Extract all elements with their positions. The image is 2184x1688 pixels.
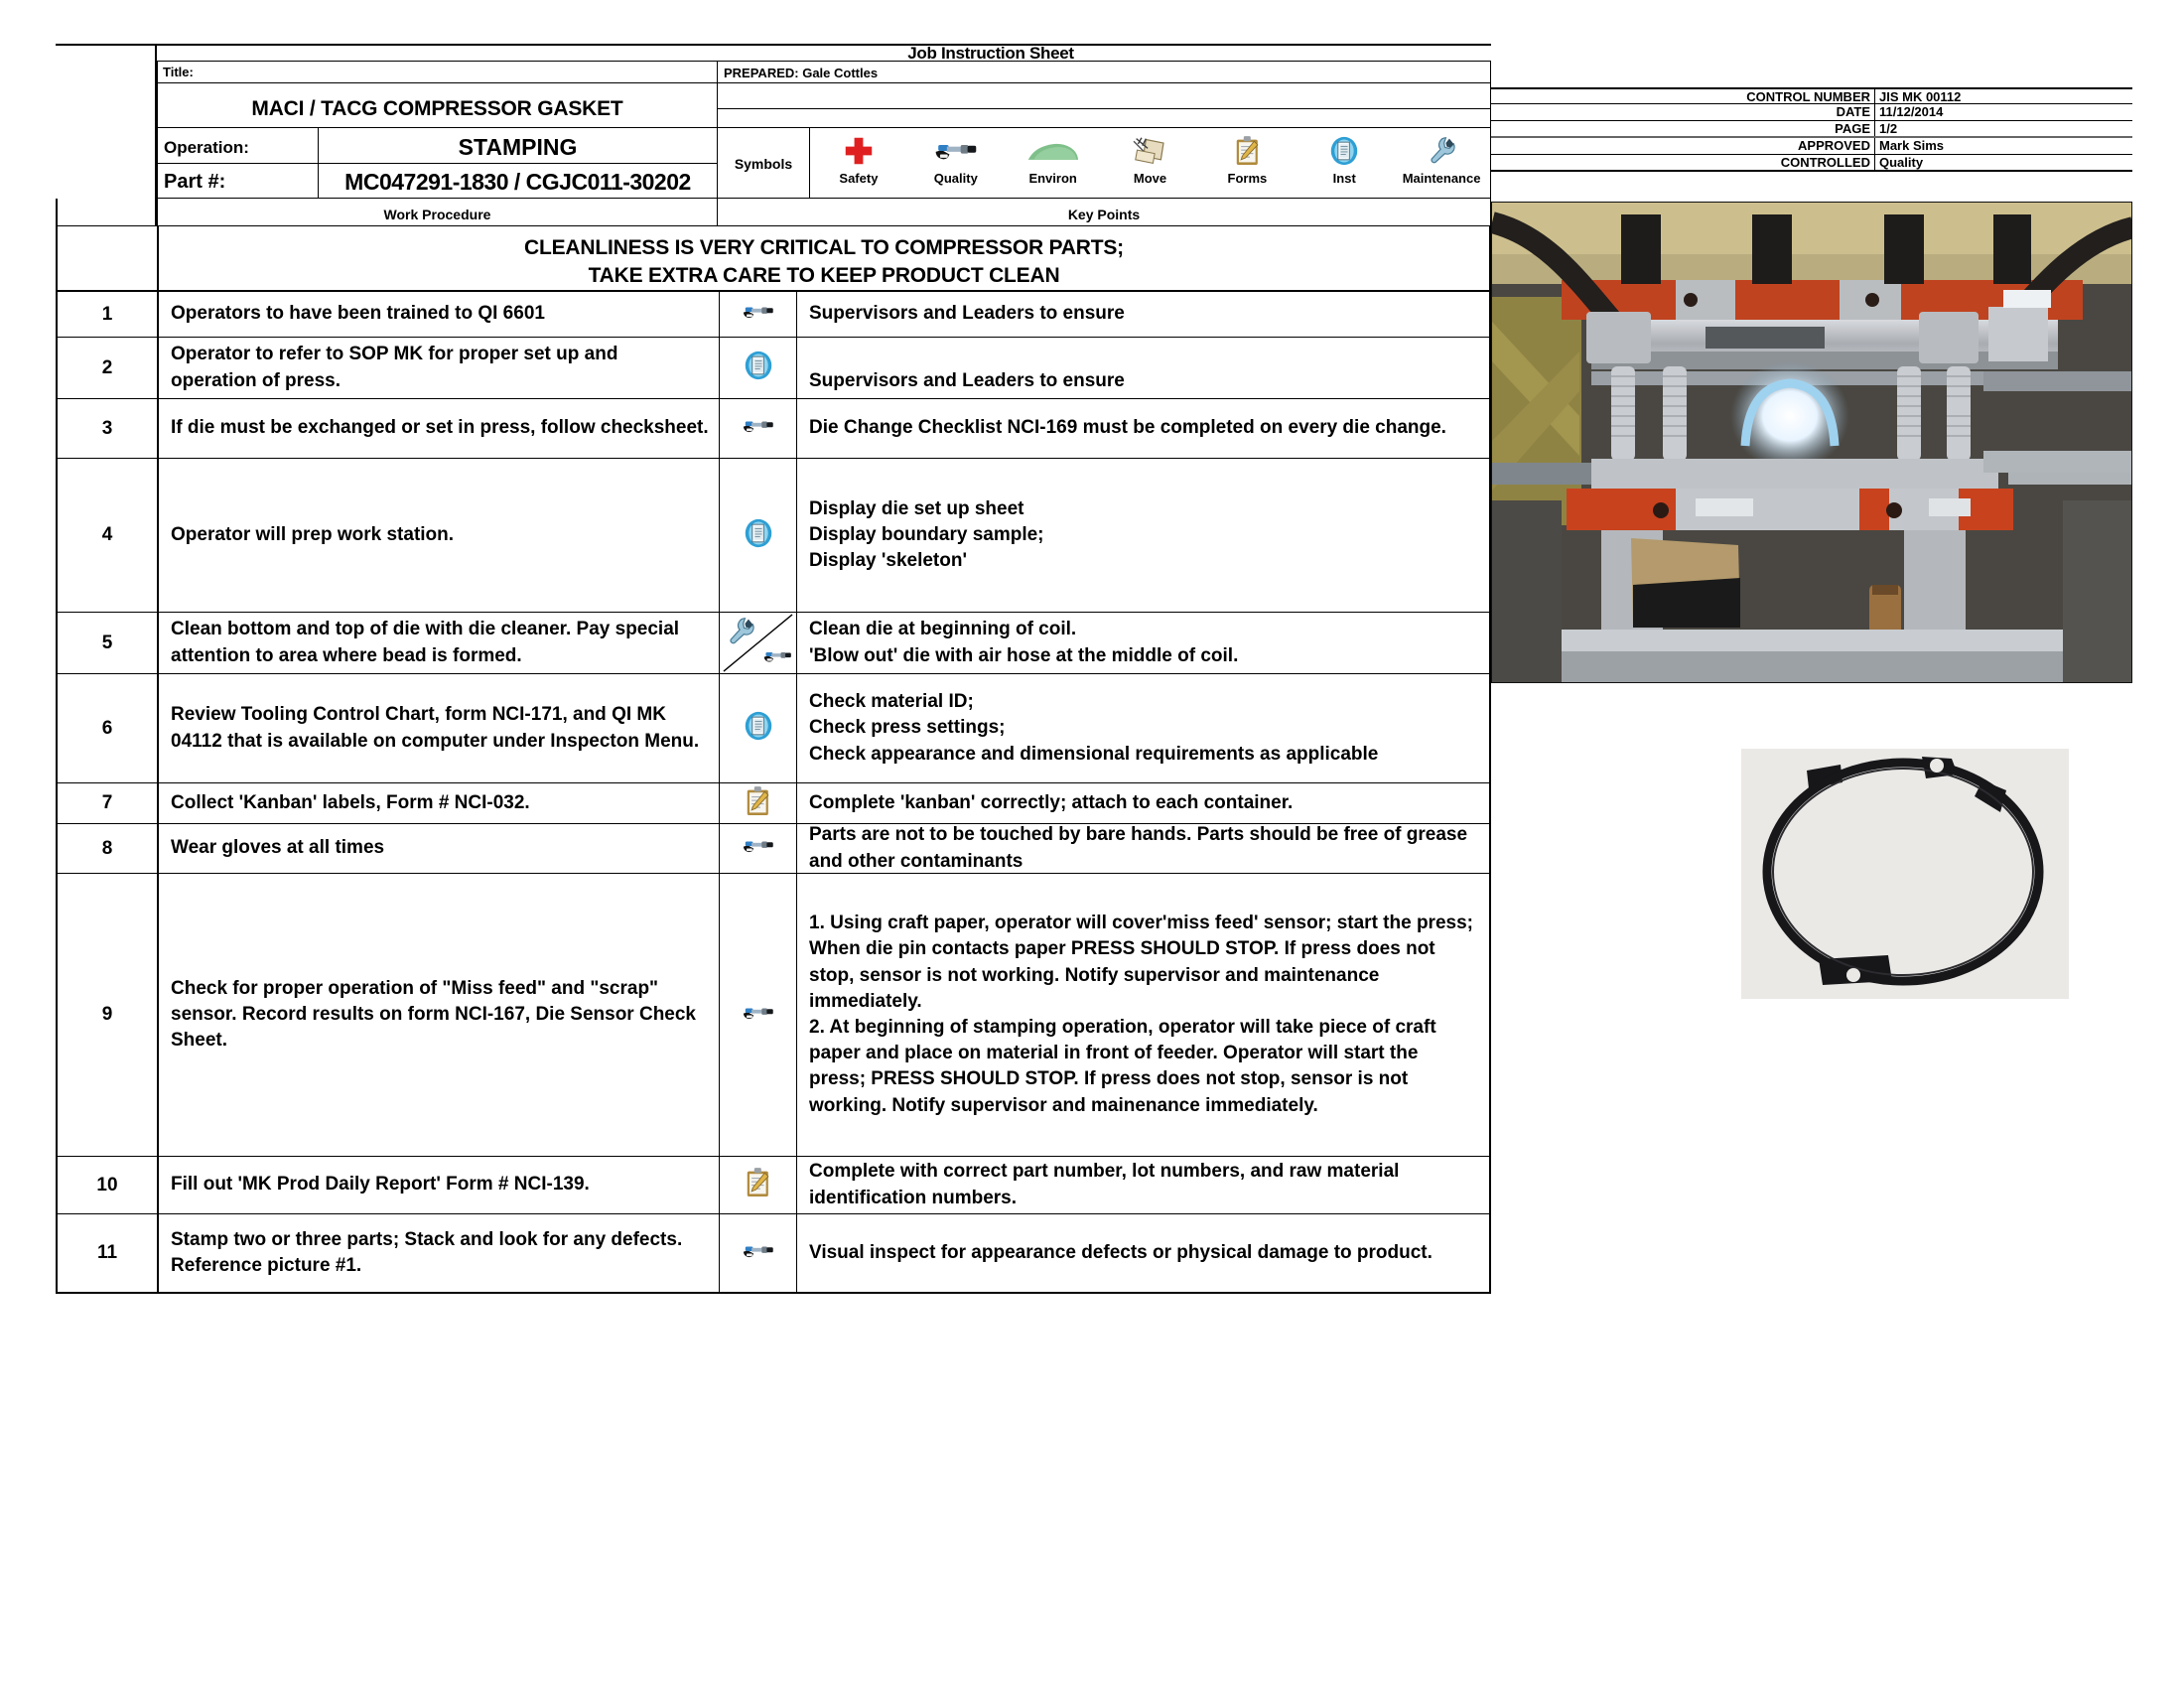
operation-label: Operation: <box>164 138 249 157</box>
step-key-points <box>797 783 1489 823</box>
symbols-list <box>810 128 1490 198</box>
step-key-points <box>797 824 1489 873</box>
step-symbol-cell <box>720 874 797 1156</box>
step-work-procedure: Operators to have been trained to QI 6601 <box>159 292 720 337</box>
control-value: 11/12/2014 <box>1874 104 2132 120</box>
step-number: 2 <box>58 338 159 398</box>
symbol-forms <box>1198 128 1296 198</box>
step-number: 3 <box>58 399 159 458</box>
step-row <box>58 613 1489 674</box>
symbol-caption: Move <box>1133 171 1167 186</box>
doc-title: Job Instruction Sheet <box>907 44 1074 63</box>
key-point-line: Display die set up sheet <box>809 497 1024 519</box>
step-row <box>58 338 1489 399</box>
step-row <box>58 874 1489 1157</box>
step-number: 5 <box>58 613 159 673</box>
step-number: 1 <box>58 292 159 337</box>
step-work-procedure: If die must be exchanged or set in press, follow checksheet. <box>159 399 720 458</box>
micrometer-icon <box>742 301 774 328</box>
clipboard-icon <box>746 1168 770 1202</box>
micrometer-icon <box>742 1240 774 1267</box>
symbol-caption: Inst <box>1332 171 1356 186</box>
step-work-procedure: Collect 'Kanban' labels, Form # NCI-032. <box>159 783 720 823</box>
step-number: 6 <box>58 674 159 782</box>
work-procedure-column-header <box>157 199 718 226</box>
step-key-points <box>797 399 1489 458</box>
step-work-procedure: Clean bottom and top of die with die cleaner. Pay special attention to area where bead is formed. <box>159 613 720 673</box>
step-key-points <box>797 1214 1489 1292</box>
step-number-column-header <box>56 199 157 226</box>
symbol-inst <box>1296 128 1393 198</box>
title-value-cell <box>157 83 718 128</box>
title-label-cell <box>157 62 718 83</box>
step-work-procedure: Stamp two or three parts; Stack and look for any defects. Reference picture #1. <box>159 1214 720 1292</box>
key-point-line: Die Change Checklist NCI-169 must be completed on every die change. <box>809 417 1446 439</box>
cleanliness-banner <box>56 226 1491 292</box>
banner-line-1: CLEANLINESS IS VERY CRITICAL TO COMPRESSOR PARTS; <box>524 236 1124 259</box>
key-point-line: 'Blow out' die with air hose at the middle of coil. <box>809 644 1239 666</box>
prepared-by-text: PREPARED: Gale Cottles <box>724 66 879 80</box>
step-work-procedure: Check for proper operation of "Miss feed" and "scrap" sensor. Record results on form NCI-167, Die Sensor Check Sheet. <box>159 874 720 1156</box>
part-number-value: MC047291-1830 / CGJC011-30202 <box>344 169 691 195</box>
symbol-environ <box>1005 128 1102 198</box>
step-row <box>58 1157 1489 1214</box>
step-key-points <box>797 613 1489 673</box>
symbol-caption: Maintenance <box>1402 171 1481 186</box>
step-key-points <box>797 459 1489 612</box>
compressor-gasket-image <box>1741 749 2069 999</box>
step-work-procedure: Operator will prep work station. <box>159 459 720 612</box>
step-symbol-cell <box>720 783 797 823</box>
step-key-points <box>797 874 1489 1156</box>
control-label: APPROVED <box>1798 138 1870 153</box>
symbol-move <box>1102 128 1199 198</box>
compressor-gasket-photo <box>1741 749 2069 999</box>
hand-truck-icon <box>1132 128 1169 173</box>
key-point-line: Supervisors and Leaders to ensure <box>809 369 1125 391</box>
control-row <box>1491 138 2132 155</box>
key-point-line: Display 'skeleton' <box>809 550 967 572</box>
control-value: 1/2 <box>1874 121 2132 136</box>
micrometer-icon <box>742 835 774 862</box>
inst-document-icon <box>744 351 773 385</box>
prepared-blank-cell-2 <box>718 109 1491 128</box>
safety-cross-icon <box>844 128 874 173</box>
step-symbol-cell <box>720 613 797 673</box>
micrometer-icon <box>742 415 774 442</box>
prepared-by-cell <box>718 62 1491 83</box>
wrench-icon <box>726 617 755 651</box>
part-number-label-cell <box>157 164 319 199</box>
title-label: Title: <box>163 65 194 79</box>
clipboard-icon <box>1235 128 1260 173</box>
sheet-frame <box>56 44 2132 1456</box>
step-row <box>58 459 1489 613</box>
control-value: Mark Sims <box>1874 138 2132 154</box>
step-number: 9 <box>58 874 159 1156</box>
work-procedure-header-label: Work Procedure <box>383 207 491 222</box>
step-work-procedure: Wear gloves at all times <box>159 824 720 873</box>
wrench-icon <box>1427 128 1456 173</box>
control-row <box>1491 121 2132 138</box>
green-car-icon <box>1024 128 1081 173</box>
symbol-quality <box>907 128 1005 198</box>
step-symbol-cell <box>720 338 797 398</box>
key-point-line: Complete with correct part number, lot numbers, and raw material identification numbers. <box>809 1161 1400 1208</box>
step-number: 4 <box>58 459 159 612</box>
operation-value-cell <box>319 128 718 164</box>
step-symbol-cell <box>720 1214 797 1292</box>
symbol-caption: Safety <box>839 171 879 186</box>
operation-value: STAMPING <box>458 134 578 160</box>
step-work-procedure: Operator to refer to SOP MK for proper set up and operation of press. <box>159 338 720 398</box>
key-point-line: Check appearance and dimensional requirements as applicable <box>809 743 1379 765</box>
control-label: CONTROL NUMBER <box>1746 89 1870 104</box>
step-symbol-cell <box>720 674 797 782</box>
key-point-line: 1. Using craft paper, operator will cover'miss feed' sensor; start the press; When die pin contacts paper PRESS SHOULD STOP. If press does not stop, sensor is not working. Notify supervisor and maintenance immediately. <box>809 913 1473 1012</box>
control-row <box>1491 104 2132 121</box>
symbols-label: Symbols <box>734 156 793 172</box>
step-number: 7 <box>58 783 159 823</box>
symbol-safety <box>810 128 907 198</box>
step-row <box>58 824 1489 874</box>
banner-number-cell <box>58 226 159 290</box>
step-work-procedure: Review Tooling Control Chart, form NCI-171, and QI MK 04112 that is available on computer under Inspecton Menu. <box>159 674 720 782</box>
steps-table <box>56 292 1491 1294</box>
control-block <box>1491 87 2132 172</box>
step-number: 11 <box>58 1214 159 1292</box>
banner-line-2: TAKE EXTRA CARE TO KEEP PRODUCT CLEAN <box>588 263 1060 287</box>
control-label: CONTROLLED <box>1780 155 1870 170</box>
step-work-procedure: Fill out 'MK Prod Daily Report' Form # NCI-139. <box>159 1157 720 1213</box>
control-label: PAGE <box>1835 121 1870 136</box>
step-symbol-cell <box>720 459 797 612</box>
micrometer-icon <box>933 128 978 173</box>
key-point-line: 2. At beginning of stamping operation, operator will take piece of craft paper and place on material in front of feeder. Operator will start the press; PRESS SHOULD STOP. If press does not stop, sensor is not working. Notify supervisor and mainenance immediately. <box>809 1017 1436 1116</box>
control-value: JIS MK 00112 <box>1874 89 2132 103</box>
control-row <box>1491 155 2132 172</box>
clipboard-icon <box>746 786 770 821</box>
symbol-maintenance <box>1393 128 1490 198</box>
stamping-press-photo <box>1491 202 2132 683</box>
inst-document-icon <box>1329 128 1359 173</box>
step-row <box>58 399 1489 459</box>
title-value: MACI / TACG COMPRESSOR GASKET <box>251 97 623 120</box>
step-key-points <box>797 674 1489 782</box>
inst-document-icon <box>744 711 773 746</box>
control-label: DATE <box>1836 104 1870 119</box>
part-number-value-cell <box>319 164 718 199</box>
key-point-line: Visual inspect for appearance defects or physical damage to product. <box>809 1241 1433 1263</box>
step-row <box>58 1214 1489 1292</box>
symbols-legend <box>810 128 1491 199</box>
banner-text <box>159 234 1489 289</box>
step-key-points <box>797 1157 1489 1213</box>
key-points-header-label: Key Points <box>1067 207 1141 222</box>
control-row <box>1491 87 2132 104</box>
key-point-line: Parts are not to be touched by bare hands. Parts should be free of grease and other contaminants <box>809 824 1468 872</box>
key-point-line: Check material ID; <box>809 691 974 713</box>
key-point-line: Check press settings; <box>809 717 1006 739</box>
step-key-points <box>797 338 1489 398</box>
key-point-line: Complete 'kanban' correctly; attach to each container. <box>809 791 1294 813</box>
doc-title-bar <box>157 44 1491 62</box>
step-symbol-cell <box>720 824 797 873</box>
part-number-label: Part #: <box>164 171 226 193</box>
step-row <box>58 783 1489 824</box>
symbol-caption: Forms <box>1227 171 1268 186</box>
micrometer-icon <box>742 1002 774 1029</box>
step-row <box>58 674 1489 783</box>
stamping-press-image <box>1492 203 2132 683</box>
step-number: 8 <box>58 824 159 873</box>
key-point-line: Clean die at beginning of coil. <box>809 619 1077 640</box>
num-column-header-blank <box>56 44 157 199</box>
key-point-line: Supervisors and Leaders to ensure <box>809 303 1125 325</box>
key-points-column-header <box>718 199 1491 226</box>
step-symbol-cell <box>720 1157 797 1213</box>
symbol-caption: Environ <box>1028 171 1077 186</box>
symbols-label-cell <box>718 128 810 199</box>
control-value: Quality <box>1874 155 2132 170</box>
step-number: 10 <box>58 1157 159 1213</box>
key-point-line: Display boundary sample; <box>809 523 1044 545</box>
step-symbol-cell <box>720 292 797 337</box>
operation-label-cell <box>157 128 319 164</box>
symbol-caption: Quality <box>933 171 978 186</box>
step-symbol-cell <box>720 399 797 458</box>
step-row <box>58 292 1489 338</box>
prepared-blank-cell-1 <box>718 83 1491 109</box>
step-key-points <box>797 292 1489 337</box>
micrometer-icon <box>762 646 792 671</box>
inst-document-icon <box>744 518 773 553</box>
